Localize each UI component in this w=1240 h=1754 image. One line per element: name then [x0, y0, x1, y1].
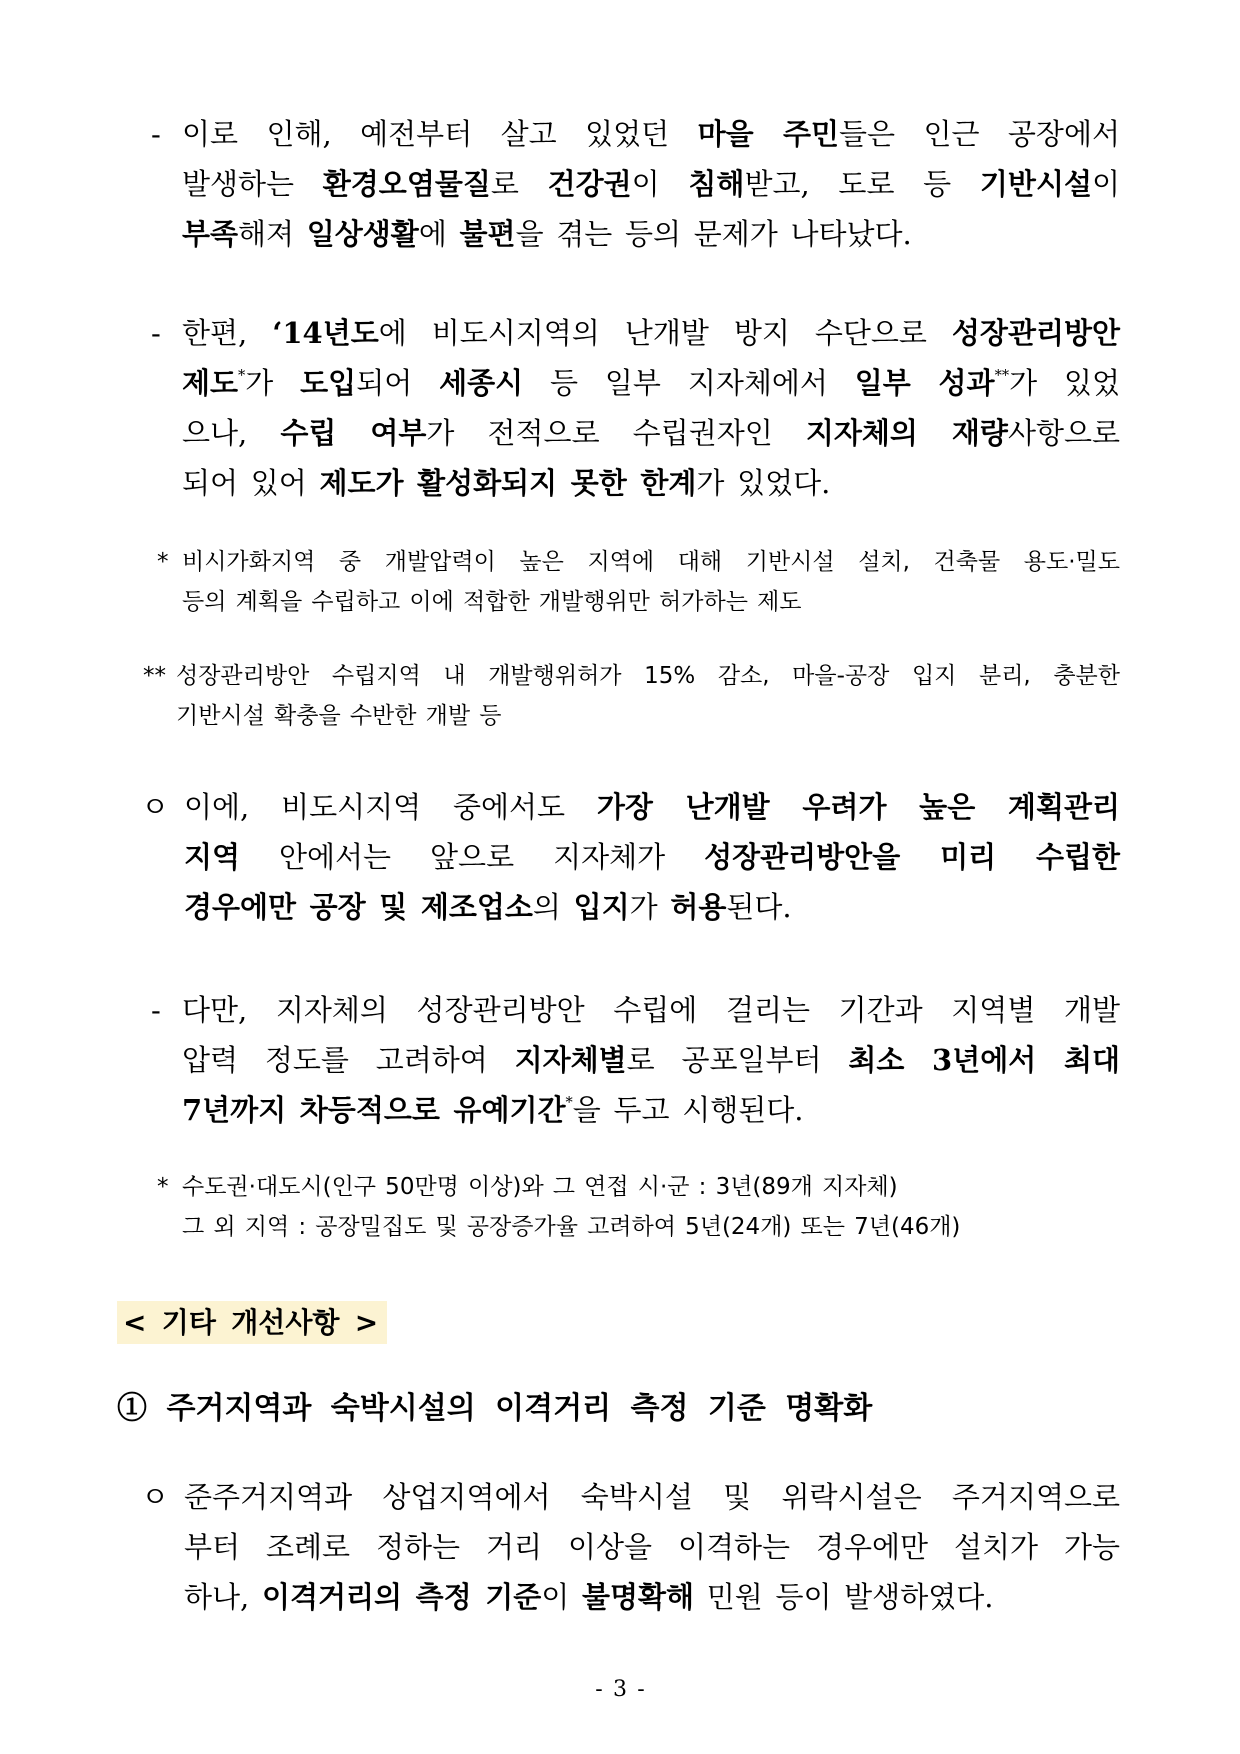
text-line	[184, 782, 1120, 832]
text-run: 준주거지역과 상업지역에서 숙박시설 및 위락시설은 주거지역으로	[184, 1480, 1120, 1514]
footnote-marker: *	[238, 367, 246, 384]
text-run: 에 비도시지역의 난개발 방지 수단으로	[378, 316, 952, 350]
emphasized-text: 침해	[688, 167, 745, 201]
text-line	[182, 1207, 1120, 1247]
text-line	[176, 696, 1120, 736]
text-line	[184, 1522, 1120, 1572]
text-run: 으나,	[182, 416, 281, 450]
text-run: 이	[631, 167, 689, 201]
text-run: 의	[532, 890, 574, 924]
text-run: 을 겪는 등의 문제가 나타났다.	[515, 217, 912, 251]
footnote-marker: **	[994, 367, 1010, 384]
text-line	[184, 1572, 1120, 1622]
text-run: 이	[541, 1580, 582, 1614]
emphasized-text: 이격거리의 측정 기준	[261, 1580, 542, 1614]
emphasized-text: 지역	[184, 840, 241, 874]
emphasized-text: 경우에만 공장 및 제조업소	[184, 890, 533, 924]
emphasized-text: 제도가 활성화되지 못한 한계	[319, 466, 697, 500]
emphasized-text: 건강권	[547, 167, 632, 201]
emphasized-text: 불편	[459, 217, 516, 251]
text-line	[184, 832, 1120, 882]
text-line	[182, 458, 1120, 508]
text-run: 되어 있어	[182, 466, 320, 500]
emphasized-text: 최소 3년에서 최대	[848, 1043, 1120, 1077]
text-run: 에	[418, 217, 460, 251]
text-line	[182, 1167, 1120, 1207]
text-line	[182, 1035, 1120, 1085]
text-line	[182, 209, 1120, 259]
text-run: 가 있었다.	[696, 466, 831, 500]
emphasized-text: 성장관리방안	[951, 316, 1121, 350]
emphasized-text: 일부 성과	[854, 366, 995, 400]
emphasized-text: 지자체별	[514, 1043, 627, 1077]
emphasized-text: 도입	[300, 366, 357, 400]
text-run: 가 전적으로 수립권자인	[426, 416, 806, 450]
text-run: 압력 정도를 고려하여	[182, 1043, 515, 1077]
emphasized-text: 마을 주민	[697, 117, 839, 151]
emphasized-text: 세종시	[439, 366, 524, 400]
subheading: ① 주거지역과 숙박시설의 이격거리 측정 기준 명확화	[117, 1391, 873, 1426]
text-run: 가	[629, 890, 671, 924]
text-run: 그 외 지역 : 공장밀집도 및 공장증가율 고려하여 5년(24개) 또는 7년(46개)	[182, 1214, 961, 1240]
dash-marker: -	[151, 993, 161, 1027]
footnote-text	[176, 656, 1120, 736]
text-run: 되어	[356, 366, 440, 400]
paragraph-text	[184, 782, 1120, 932]
text-line	[182, 1085, 1120, 1135]
emphasized-text: 불명확해	[581, 1580, 695, 1614]
footnote-text	[182, 542, 1120, 622]
footnote-asterisk: *	[157, 549, 169, 575]
emphasized-text: 수립 여부	[280, 416, 427, 450]
emphasized-text: 가장 난개발 우려가 높은 계획관리	[596, 790, 1120, 824]
text-run: 이로 인해, 예전부터 살고 있었던	[182, 117, 698, 151]
text-run: 성장관리방안 수립지역 내 개발행위허가 15% 감소, 마을-공장 입지 분리, 충분한	[176, 663, 1120, 689]
text-run: 로 공포일부터	[626, 1043, 849, 1077]
text-line	[182, 542, 1120, 582]
footnote-text	[182, 1167, 1120, 1247]
text-line	[182, 985, 1120, 1035]
emphasized-text: 지자체의 재량	[805, 416, 1008, 450]
text-line	[184, 882, 1120, 932]
text-line	[182, 308, 1120, 358]
text-run: 된다.	[726, 890, 792, 924]
emphasized-text: 허용	[670, 890, 727, 924]
text-run: 발생하는	[182, 167, 323, 201]
footnote-asterisk: *	[157, 1174, 169, 1200]
text-line	[182, 159, 1120, 209]
text-run: 이에, 비도시지역 중에서도	[184, 790, 597, 824]
text-line	[176, 656, 1120, 696]
text-run: 비시가화지역 중 개발압력이 높은 지역에 대해 기반시설 설치, 건축물 용도·밀도	[182, 549, 1120, 575]
text-line	[182, 408, 1120, 458]
footnote-asterisk: **	[143, 663, 166, 689]
text-line	[184, 1472, 1120, 1522]
text-run: 한편,	[182, 316, 273, 350]
text-line	[182, 582, 1120, 622]
text-run: 수도권·대도시(인구 50만명 이상)와 그 연접 시·군 : 3년(89개 지자체)	[182, 1174, 898, 1200]
text-run: 을 두고 시행된다.	[572, 1093, 804, 1127]
emphasized-text: 성장관리방안을 미리 수립한	[704, 840, 1120, 874]
footnote-marker: *	[565, 1094, 573, 1111]
paragraph-text	[182, 308, 1120, 508]
emphasized-text: 부족	[182, 217, 239, 251]
text-run: 가	[245, 366, 301, 400]
circle-bullet-marker: ㅇ	[141, 1480, 170, 1514]
text-run: 하나,	[184, 1580, 262, 1614]
text-run: 기반시설 확충을 수반한 개발 등	[176, 703, 502, 729]
paragraph-text	[182, 985, 1120, 1135]
text-run: 가 있었	[1009, 366, 1120, 400]
text-run: 안에서는 앞으로 지자체가	[240, 840, 705, 874]
circle-bullet-marker: ㅇ	[141, 790, 170, 824]
paragraph-text	[182, 109, 1120, 259]
text-run: 받고, 도로 등	[744, 167, 980, 201]
text-run: 사항으로	[1007, 416, 1120, 450]
text-line	[182, 358, 1120, 408]
text-run: 다만, 지자체의 성장관리방안 수립에 걸리는 기간과 지역별 개발	[182, 993, 1120, 1027]
emphasized-text: 입지	[573, 890, 630, 924]
text-run: 로	[490, 167, 548, 201]
dash-marker: -	[151, 117, 161, 151]
text-run: 부터 조례로 정하는 거리 이상을 이격하는 경우에만 설치가 가능	[184, 1530, 1120, 1564]
text-run: 등의 계획을 수립하고 이에 적합한 개발행위만 허가하는 제도	[182, 589, 802, 615]
paragraph-text	[184, 1472, 1120, 1622]
emphasized-text: ‘14년도	[272, 316, 379, 350]
page-number: - 3 -	[595, 1677, 645, 1702]
section-heading	[117, 1301, 387, 1344]
emphasized-text: 7년까지 차등적으로 유예기간	[182, 1093, 566, 1127]
text-run: 등 일부 지자체에서	[523, 366, 855, 400]
text-run: 들은 인근 공장에서	[838, 117, 1120, 151]
dash-marker: -	[151, 316, 161, 350]
emphasized-text: 제도	[182, 366, 239, 400]
section-heading-text: < 기타 개선사항 >	[123, 1306, 379, 1339]
text-run: 이	[1091, 167, 1120, 201]
emphasized-text: 환경오염물질	[322, 167, 491, 201]
text-run: 해져	[238, 217, 307, 251]
text-line	[182, 109, 1120, 159]
emphasized-text: 기반시설	[979, 167, 1092, 201]
text-run: 민원 등이 발생하였다.	[694, 1580, 994, 1614]
emphasized-text: 일상생활	[306, 217, 419, 251]
